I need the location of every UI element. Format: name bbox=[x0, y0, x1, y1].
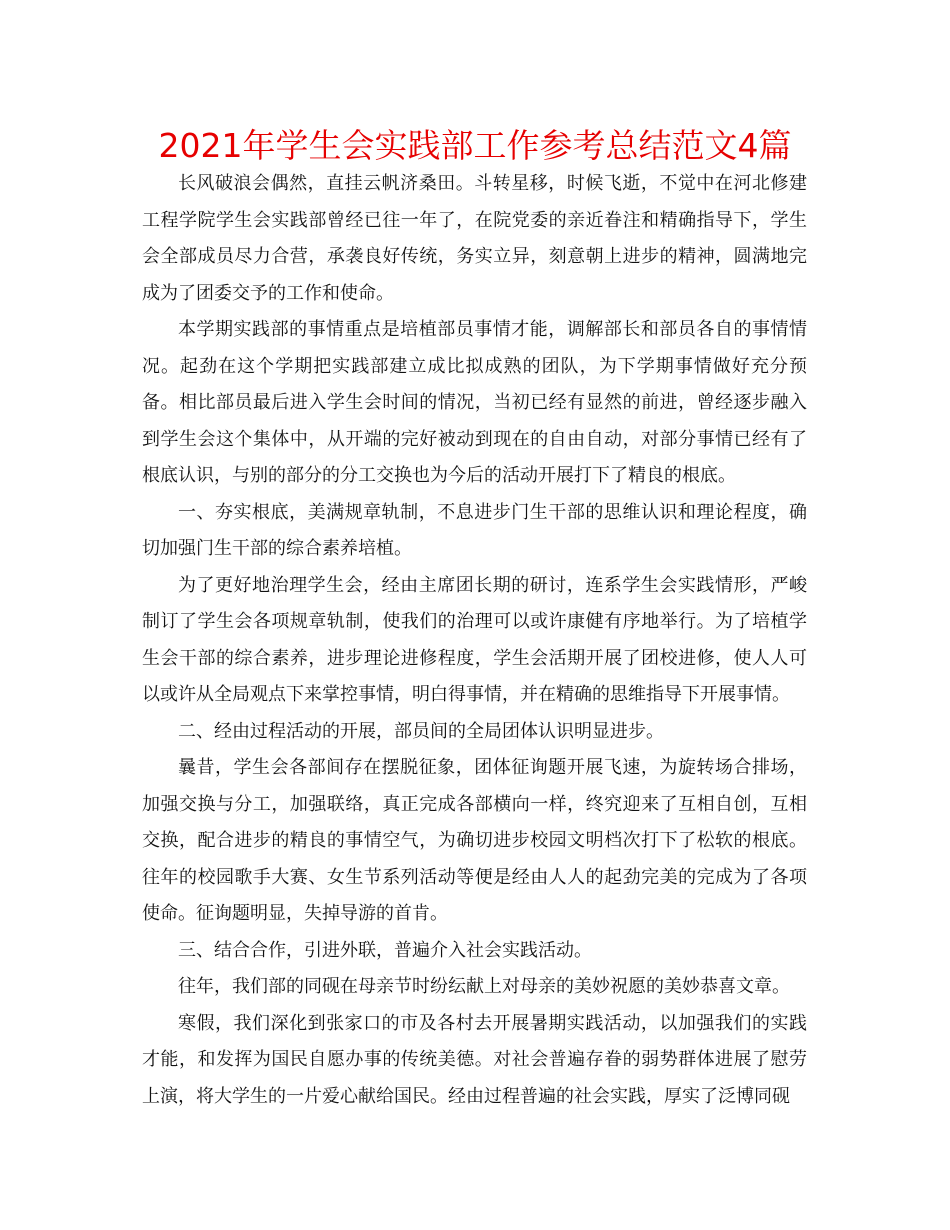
document-title: 2021年学生会实践部工作参考总结范文4篇 bbox=[158, 126, 792, 165]
paragraph: 寒假，我们深化到张家口的市及各村去开展暑期实践活动，以加强我们的实践才能，和发挥为国民自愿办事的传统美德。对社会普遍存眷的弱势群体进展了慰劳上演，将大学生的一片爱心献给国民。经由过程普遍的社会实践，厚实了泛博同砚 bbox=[142, 1012, 807, 1107]
section-heading: 一、夯实根底，美满规章轨制，不息进步门生干部的思维认识和理论程度，确切加强门生干部的综合素养培植。 bbox=[142, 501, 807, 559]
section-heading: 三、结合合作，引进外联，普遍介入社会实践活动。 bbox=[178, 939, 592, 961]
paragraph: 曩昔，学生会各部间存在摆脱征象，团体征询题开展飞速，为旋转场合排场，加强交换与分工，加强联络，真正完成各部横向一样，终究迎来了互相自创，互相交换，配合进步的精良的事情空气，为确切进步校园文明档次打下了松软的根底。往年的校园歌手大赛、女生节系列活动等便是经由人人的起劲完美的完成为了各项使命。征询题明显，失掉导游的首肯。 bbox=[142, 757, 807, 924]
paragraph: 为了更好地治理学生会，经由主席团长期的研讨，连系学生会实践情形，严峻制订了学生会各项规章轨制，使我们的治理可以或许康健有序地举行。为了培植学生会干部的综合素养，进步理论进修程度，学生会活期开展了团校进修，使人人可以或许从全局观点下来掌控事情，明白得事情，并在精确的思维指导下开展事情。 bbox=[142, 574, 807, 705]
section-heading: 二、经由过程活动的开展，部员间的全局团体认识明显进步。 bbox=[178, 720, 664, 742]
paragraph: 往年，我们部的同砚在母亲节时纷纭献上对母亲的美妙祝愿的美妙恭喜文章。 bbox=[178, 976, 790, 997]
paragraph: 本学期实践部的事情重点是培植部员事情才能，调解部长和部员各自的事情情况。起劲在这个学期把实践部建立成比拟成熟的团队，为下学期事情做好充分预备。相比部员最后进入学生会时间的情况，当初已经有显然的前进，曾经逐步融入到学生会这个集体中，从开端的完好被动到现在的自由自动，对部分事情已经有了根底认识，与别的部分的分工交换也为今后的活动开展打下了精良的根底。 bbox=[142, 319, 807, 486]
document-body bbox=[142, 166, 807, 1115]
paragraph: 长风破浪会偶然，直挂云帆济桑田。斗转星移，时候飞逝，不觉中在河北修建工程学院学生会实践部曾经已往一年了，在院党委的亲近眷注和精确指导下，学生会全部成员尽力合营，承袭良好传统，务实立异，刻意朝上进步的精神，圆满地完成为了团委交予的工作和使命。 bbox=[142, 173, 807, 304]
